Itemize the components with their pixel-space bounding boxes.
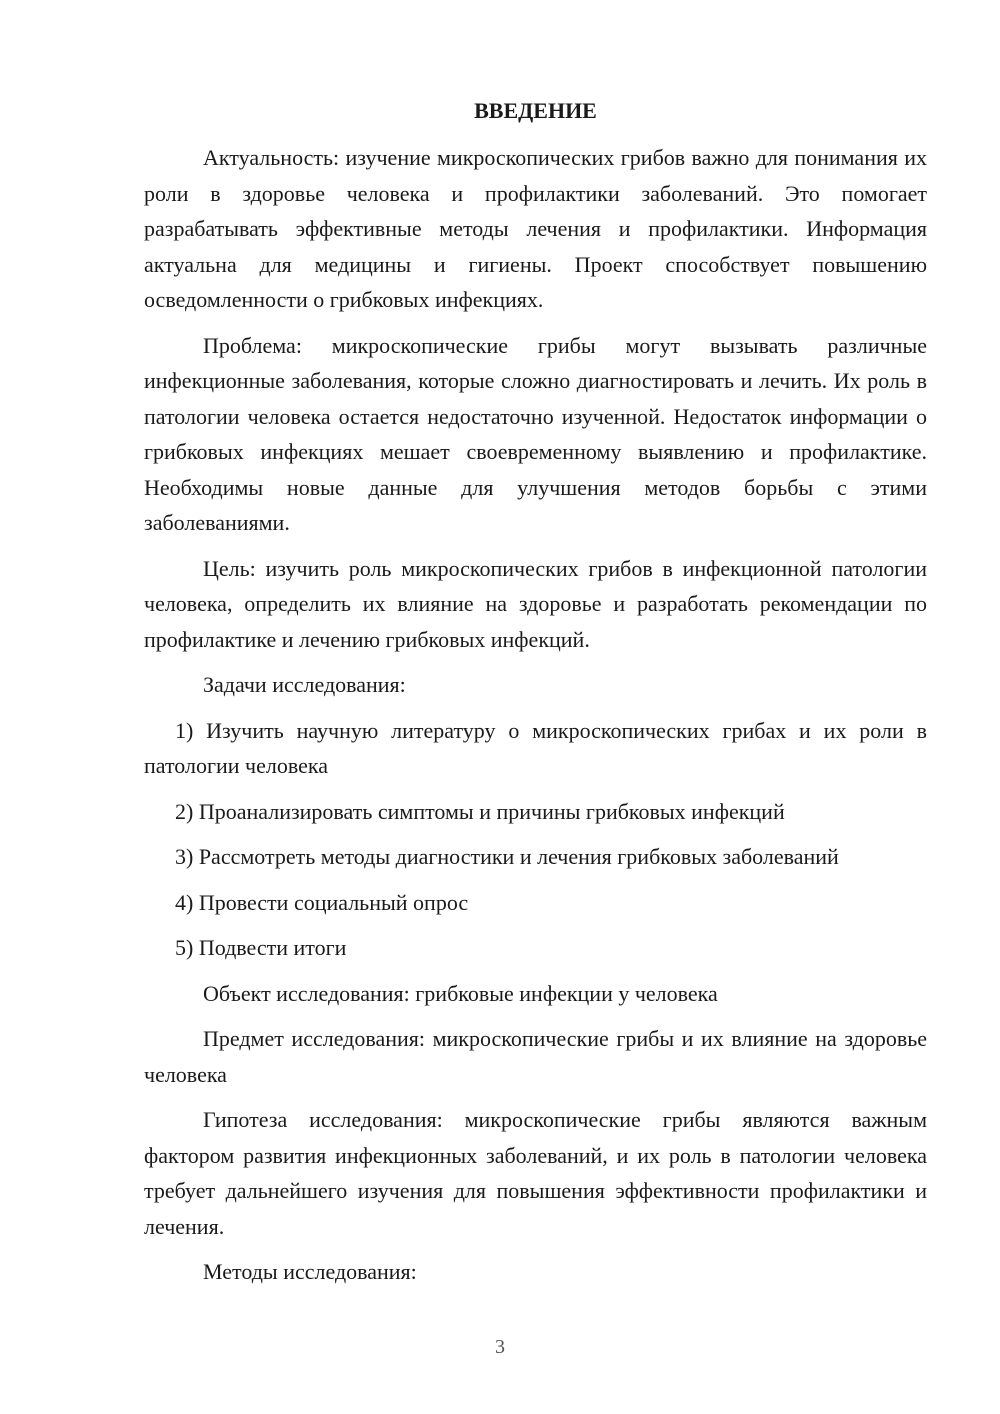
task-item: 3) Рассмотреть методы диагностики и лечения грибковых заболеваний [175,844,839,869]
section-title: ВВЕДЕНИЕ [474,98,597,123]
task-item: 4) Провести социальный опрос [175,889,469,915]
task-item: 1) Изучить научную литературу о микроскопических грибах и их роли в патологии человека [144,717,927,778]
relevance-paragraph: Актуальность: изучение микроскопических грибов важно для понимания их роли в здоровье человека и профилактики заболеваний. Это помогает разрабатывать эффективные методы лечения и профилактики. Информация актуальна для медицины и гигиены. Проект способствует повышению осведомленности о грибковых инфекциях. [144,145,927,312]
task-item: 2) Проанализировать симптомы и причины грибковых инфекций [175,798,785,824]
task-item: 5) Подвести итоги [175,935,347,960]
problem-paragraph: Проблема: микроскопические грибы могут вызывать различные инфекционные заболевания, которые сложно диагностировать и лечить. Их роль в патологии человека остается недостаточно изученной. Недостаток информации о грибковых инфекциях мешает своевременному выявлению и профилактике. Необходимы новые данные для улучшения методов борьбы с этими заболеваниями. [144,332,927,535]
hypothesis-paragraph: Гипотеза исследования: микроскопические грибы являются важным фактором развития инфекционных заболеваний, и их роль в патологии человека требует дальнейшего изучения для повышения эффективности профилактики и лечения. [144,1107,927,1239]
page-content [144,96,927,1300]
tasks-heading: Задачи исследования: [203,672,406,697]
methods-heading: Методы исследования: [203,1259,417,1284]
subject-paragraph: Предмет исследования: микроскопические грибы и их влияние на здоровье человека [144,1026,927,1087]
page-number: 3 [495,1336,505,1358]
object-paragraph: Объект исследования: грибковые инфекции у человека [203,980,718,1006]
goal-paragraph: Цель: изучить роль микроскопических грибов в инфекционной патологии человека, определить их влияние на здоровье и разработать рекомендации по профилактике и лечению грибковых инфекций. [144,555,927,652]
